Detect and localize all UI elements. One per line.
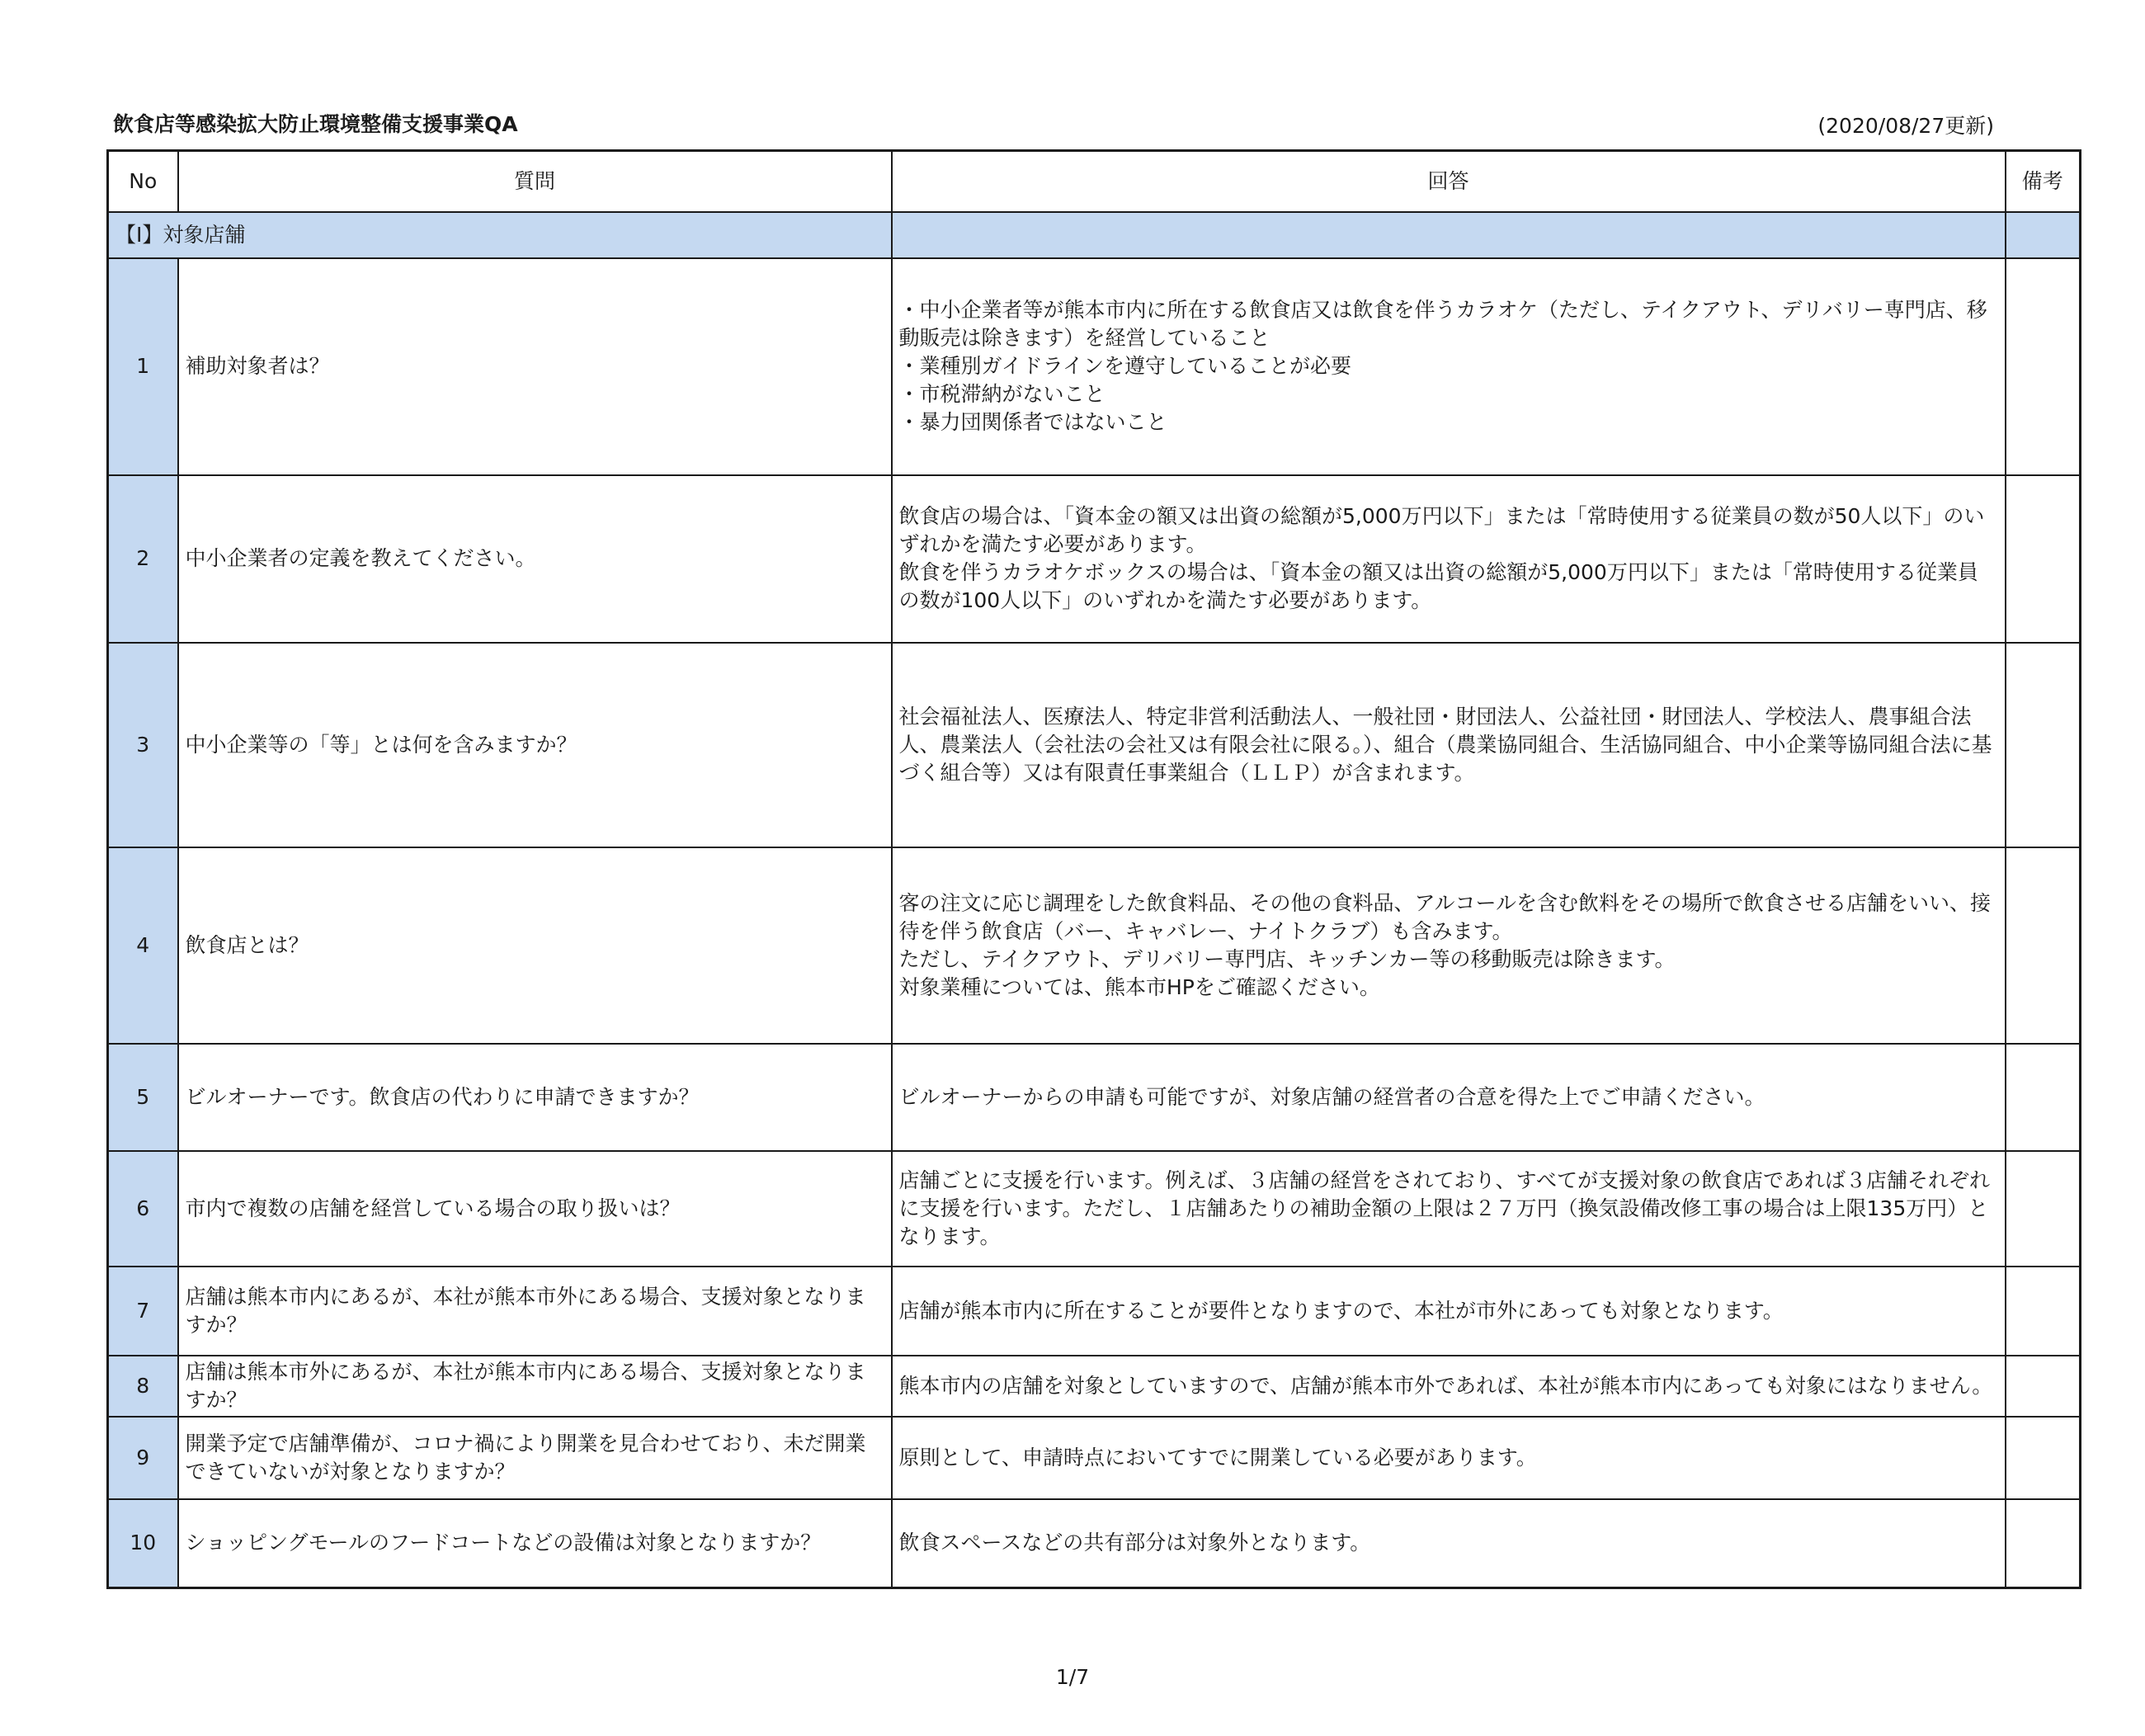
qa-table: [106, 149, 2081, 1589]
question-cell: ビルオーナーです。飲食店の代わりに申請できますか？: [178, 1044, 892, 1151]
answer-cell: ビルオーナーからの申請も可能ですが、対象店舗の経営者の合意を得た上でご申請ください。: [892, 1044, 2006, 1151]
answer-cell: 店舗が熊本市内に所在することが要件となりますので、本社が市外にあっても対象となります。: [892, 1267, 2006, 1356]
row-number: 5: [108, 1044, 178, 1151]
document-title: 飲食店等感染拡大防止環境整備支援事業QA: [113, 112, 518, 136]
table-row: [108, 643, 2081, 847]
question-cell: ショッピングモールのフードコートなどの設備は対象となりますか？: [178, 1499, 892, 1588]
question-cell: 開業予定で店舗準備が、コロナ禍により開業を見合わせており、未だ開業できていないが対象となりますか？: [178, 1417, 892, 1499]
table-row: [108, 1499, 2081, 1588]
row-number: 8: [108, 1356, 178, 1417]
row-number: 3: [108, 643, 178, 847]
row-number: 6: [108, 1151, 178, 1267]
question-cell: 飲食店とは？: [178, 847, 892, 1044]
page-number: 1/7: [1055, 1665, 1090, 1689]
header-question: 質問: [178, 151, 892, 212]
row-number: 1: [108, 258, 178, 475]
table-row: [108, 1267, 2081, 1356]
remarks-cell: [2006, 258, 2081, 475]
table-row: [108, 847, 2081, 1044]
section-title: 【Ⅰ】対象店舗: [108, 212, 892, 258]
answer-cell: 店舗ごとに支援を行います。例えば、３店舗の経営をされており、すべてが支援対象の飲食店であれば３店舗それぞれに支援を行います。ただし、１店舗あたりの補助金額の上限は２７万円（換気設備改修工事の場合は上限135万円）となります。: [892, 1151, 2006, 1267]
table-header-row: [108, 151, 2081, 212]
remarks-cell: [2006, 1499, 2081, 1588]
section-remarks-cell: [2006, 212, 2081, 258]
question-cell: 店舗は熊本市内にあるが、本社が熊本市外にある場合、支援対象となりますか？: [178, 1267, 892, 1356]
question-cell: 補助対象者は？: [178, 258, 892, 475]
answer-cell: 飲食店の場合は、「資本金の額又は出資の総額が5,000万円以下」または「常時使用する従業員の数が50人以下」のいずれかを満たす必要があります。 飲食を伴うカラオケボックスの場合は、「資本金の額又は出資の総額が5,000万円以下」または「常時使用する従業員の数が100人以下」のいずれかを満たす必要があります。: [892, 475, 2006, 643]
question-cell: 市内で複数の店舗を経営している場合の取り扱いは？: [178, 1151, 892, 1267]
answer-cell: ・中小企業者等が熊本市内に所在する飲食店又は飲食を伴うカラオケ（ただし、テイクアウト、デリバリー専門店、移動販売は除きます）を経営していること ・業種別ガイドラインを遵守していることが必要 ・市税滞納がないこと ・暴力団関係者ではないこと: [892, 258, 2006, 475]
header-answer: 回答: [892, 151, 2006, 212]
answer-cell: 熊本市内の店舗を対象としていますので、店舗が熊本市外であれば、本社が熊本市内にあっても対象にはなりません。: [892, 1356, 2006, 1417]
answer-cell: 飲食スペースなどの共有部分は対象外となります。: [892, 1499, 2006, 1588]
row-number: 7: [108, 1267, 178, 1356]
header-remarks: 備考: [2006, 151, 2081, 212]
answer-cell: 原則として、申請時点においてすでに開業している必要があります。: [892, 1417, 2006, 1499]
question-cell: 店舗は熊本市外にあるが、本社が熊本市内にある場合、支援対象となりますか？: [178, 1356, 892, 1417]
answer-cell: 客の注文に応じ調理をした飲食料品、その他の食料品、アルコールを含む飲料をその場所で飲食させる店舗をいい、接待を伴う飲食店（バー、キャバレー、ナイトクラブ）も含みます。 ただし、テイクアウト、デリバリー専門店、キッチンカー等の移動販売は除きます。 対象業種については、熊本市HPをご確認ください。: [892, 847, 2006, 1044]
remarks-cell: [2006, 1417, 2081, 1499]
header-no: No: [108, 151, 178, 212]
row-number: 9: [108, 1417, 178, 1499]
table-row: [108, 1356, 2081, 1417]
remarks-cell: [2006, 475, 2081, 643]
remarks-cell: [2006, 1151, 2081, 1267]
remarks-cell: [2006, 1044, 2081, 1151]
section-row: [108, 212, 2081, 258]
row-number: 10: [108, 1499, 178, 1588]
question-cell: 中小企業等の「等」とは何を含みますか？: [178, 643, 892, 847]
section-answer-cell: [892, 212, 2006, 258]
row-number: 4: [108, 847, 178, 1044]
table-row: [108, 1044, 2081, 1151]
updated-date: (2020/08/27更新): [1817, 114, 1994, 138]
table-row: [108, 1151, 2081, 1267]
remarks-cell: [2006, 643, 2081, 847]
table-row: [108, 1417, 2081, 1499]
table-row: [108, 475, 2081, 643]
row-number: 2: [108, 475, 178, 643]
remarks-cell: [2006, 847, 2081, 1044]
answer-cell: 社会福祉法人、医療法人、特定非営利活動法人、一般社団・財団法人、公益社団・財団法人、学校法人、農事組合法人、農業法人（会社法の会社又は有限会社に限る。）、組合（農業協同組合、生活協同組合、中小企業等協同組合法に基づく組合等）又は有限責任事業組合（ＬＬＰ）が含まれます。: [892, 643, 2006, 847]
remarks-cell: [2006, 1267, 2081, 1356]
question-cell: 中小企業者の定義を教えてください。: [178, 475, 892, 643]
table-row: [108, 258, 2081, 475]
remarks-cell: [2006, 1356, 2081, 1417]
